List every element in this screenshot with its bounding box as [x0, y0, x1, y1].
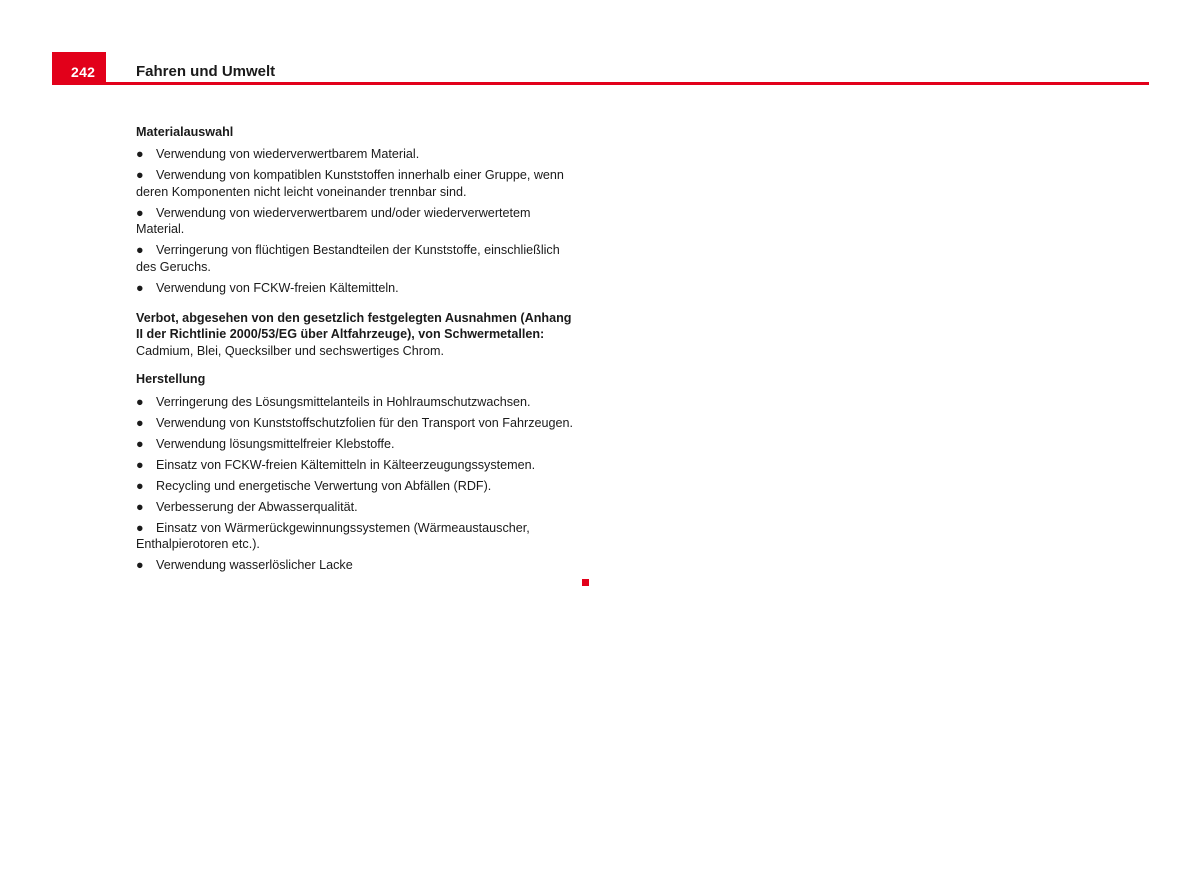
list-item-text: Recycling und energetische Verwertung von Abfällen (RDF). — [156, 478, 492, 493]
list-item — [136, 478, 581, 494]
list-item-text: Einsatz von Wärmerückgewinnungssystemen (Wärmeaustauscher, Enthalpierotoren etc.). — [136, 520, 530, 552]
list-item-text: Verringerung des Lösungsmittelanteils in Hohlraumschutzwachsen. — [156, 394, 531, 409]
bullet-icon: ● — [136, 457, 144, 472]
verbot-text: Cadmium, Blei, Quecksilber und sechswertiges Chrom. — [136, 343, 444, 358]
list-item — [136, 415, 581, 431]
main-content — [136, 124, 581, 578]
list-item — [136, 436, 581, 452]
page-header — [52, 52, 1149, 85]
list-item — [136, 520, 581, 553]
bullet-icon: ● — [136, 394, 144, 409]
page-number: 242 — [71, 64, 96, 80]
bullet-icon: ● — [136, 205, 144, 220]
bullet-icon: ● — [136, 243, 144, 258]
verbot-bold-text: Verbot, abgesehen von den gesetzlich festgelegten Ausnahmen (Anhang II der Richtlinie 2000/53/EG über Altfahrzeuge), von Schwermetallen: — [136, 311, 572, 342]
heading-materialauswahl: Materialauswahl — [136, 125, 234, 139]
list-item — [136, 394, 581, 410]
list-item — [136, 146, 581, 162]
list-item — [136, 457, 581, 473]
list-item-text: Verwendung von wiederverwertbarem Material. — [156, 147, 420, 162]
list-item-text: Verwendung von FCKW-freien Kältemitteln. — [156, 280, 399, 295]
list-item-text: Verwendung von wiederverwertbarem und/oder wiederverwertetem Material. — [136, 205, 531, 237]
bullet-icon: ● — [136, 478, 144, 493]
section-end-marker — [582, 579, 589, 586]
list-item-text: Verringerung von flüchtigen Bestandteilen der Kunststoffe, einschließlich des Geruchs. — [136, 243, 560, 274]
section-title: Fahren und Umwelt — [136, 63, 276, 80]
list-item — [136, 557, 581, 573]
list-item-text: Verwendung von kompatiblen Kunststoffen innerhalb einer Gruppe, wenn deren Komponenten nicht leicht voneinander trennbar sind. — [136, 168, 564, 199]
list-item — [136, 167, 581, 200]
bullet-icon: ● — [136, 280, 144, 295]
bullet-icon: ● — [136, 147, 144, 162]
page-number-box — [52, 52, 106, 85]
list-item — [136, 242, 581, 275]
list-item-text: Verwendung wasserlöslicher Lacke — [156, 558, 353, 573]
list-item-text: Verbesserung der Abwasserqualität. — [156, 499, 358, 514]
bullet-icon: ● — [136, 520, 144, 535]
heading-herstellung: Herstellung — [136, 372, 206, 387]
bullet-icon: ● — [136, 415, 144, 430]
paragraph-verbot — [136, 310, 581, 359]
bullet-icon: ● — [136, 436, 144, 451]
list-materialauswahl — [136, 146, 581, 296]
bullet-icon: ● — [136, 499, 144, 514]
bullet-icon: ● — [136, 558, 144, 573]
header-rule — [52, 82, 1149, 85]
list-item — [136, 280, 581, 296]
list-item — [136, 499, 581, 515]
list-item-text: Verwendung lösungsmittelfreier Klebstoffe. — [156, 436, 395, 451]
list-herstellung — [136, 394, 581, 574]
list-item — [136, 205, 581, 238]
list-item-text: Verwendung von Kunststoffschutzfolien für den Transport von Fahrzeugen. — [156, 415, 574, 430]
bullet-icon: ● — [136, 168, 144, 183]
list-item-text: Einsatz von FCKW-freien Kältemitteln in Kälteerzeugungssystemen. — [156, 457, 536, 472]
